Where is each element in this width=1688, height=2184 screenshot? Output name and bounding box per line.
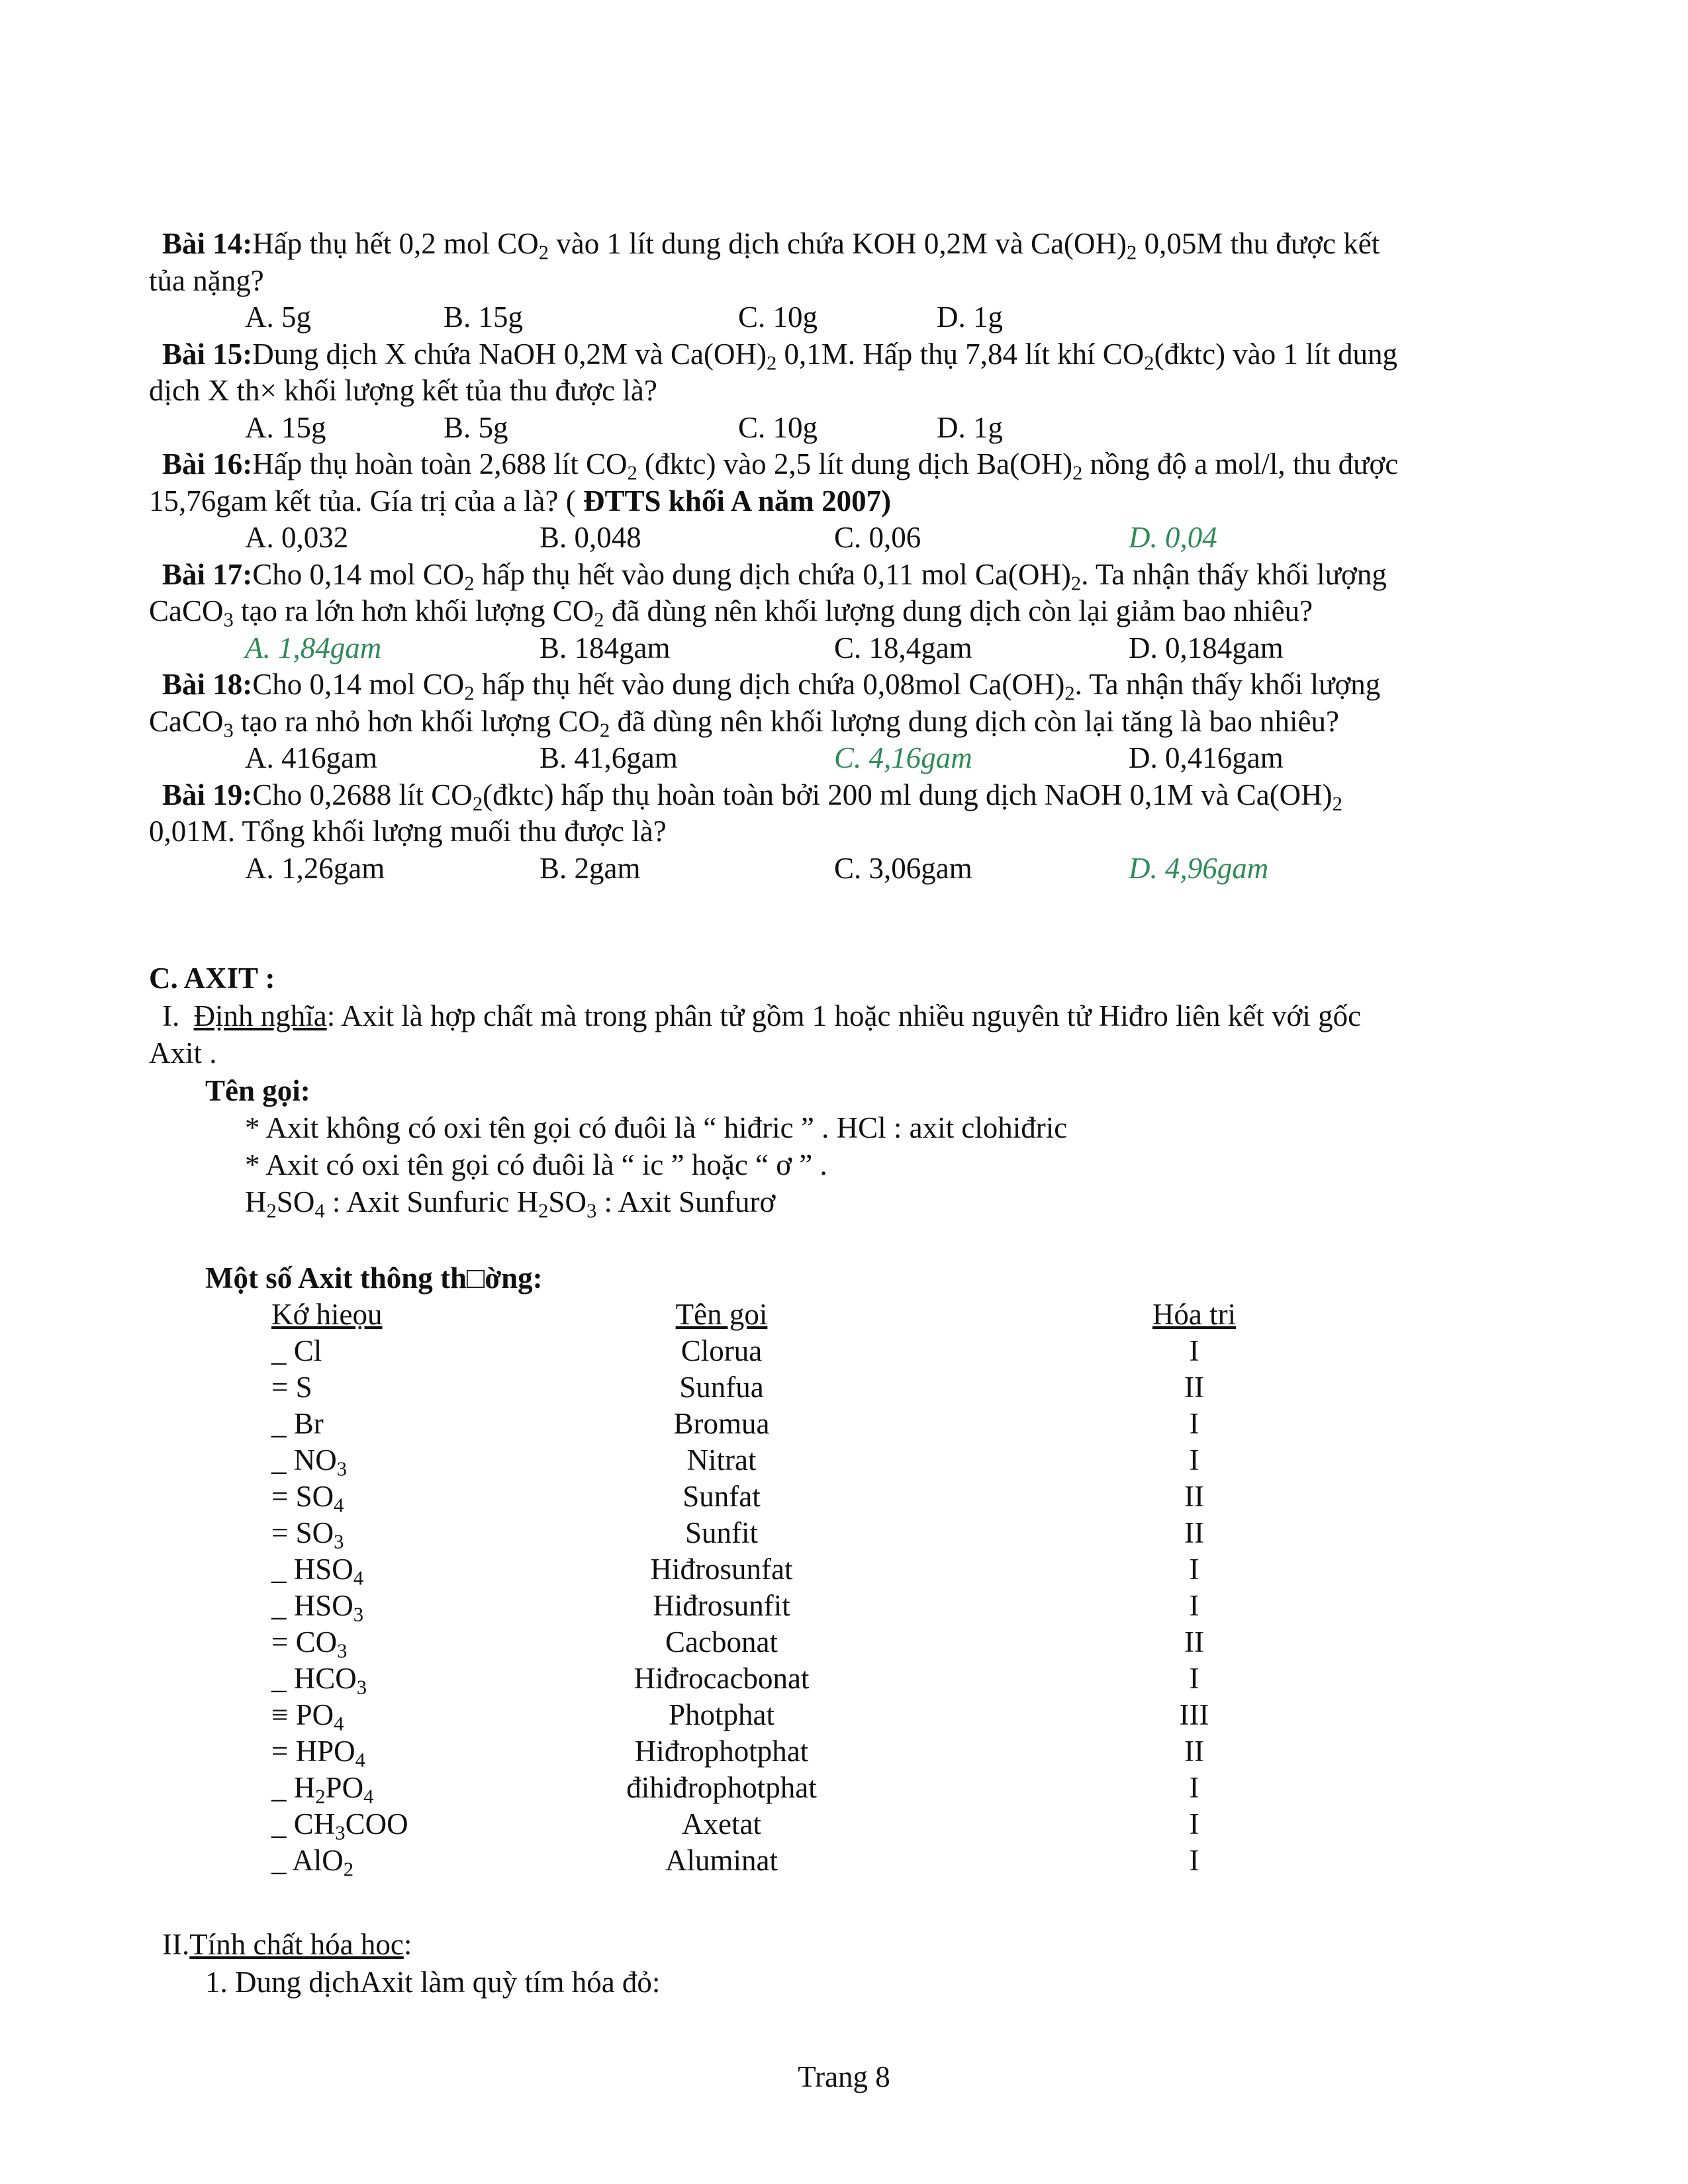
radical-valence: II — [1184, 1516, 1204, 1549]
radical-valence: II — [1184, 1480, 1204, 1513]
problem-19-line-2: 0,01M. Tổng khối lượng muối thu được là? — [149, 815, 667, 848]
table-row — [0, 1369, 1688, 1405]
naming-title: Tên gọi: — [205, 1074, 310, 1107]
table-row — [0, 1478, 1688, 1517]
radical-symbol: ≡ $PO_4$ — [271, 1698, 344, 1735]
definition-line-1 — [162, 997, 1361, 1035]
table-row — [0, 1696, 1688, 1733]
radical-name: Hiđrophotphat — [634, 1735, 809, 1768]
radical-name: Sunfat — [682, 1480, 761, 1513]
table-row — [0, 1441, 1688, 1478]
section-ii-heading — [162, 1926, 412, 1964]
answer-option-c[interactable]: C. 3,06gam — [834, 851, 972, 885]
table-row — [0, 1842, 1688, 1881]
radical-symbol: _ $H_2PO_4$ — [271, 1771, 374, 1808]
problem-label: Bài 17: — [162, 557, 253, 591]
answer-option-a[interactable]: A. 15g — [245, 410, 326, 444]
answer-option-d[interactable]: D. 0,04 — [1129, 521, 1217, 554]
problem-label: Bài 15: — [162, 337, 253, 371]
naming-line-1: * Axit không có oxi tên gọi có đuôi là “ hiđric ” . HCl : axit clohiđric — [245, 1111, 1068, 1144]
radical-symbol: _ Cl — [271, 1334, 322, 1367]
header-symbol: Kớ hieọu — [271, 1298, 383, 1331]
radical-symbol: _ $CH_3COO$ — [271, 1807, 408, 1844]
radical-name: Clorua — [680, 1334, 763, 1367]
table-row — [0, 1660, 1688, 1699]
answer-option-d[interactable]: D. 0,416gam — [1129, 741, 1284, 774]
definition-label: Định nghĩa — [193, 999, 327, 1032]
answer-option-c[interactable]: C. 10g — [738, 410, 818, 444]
section-ii-item-1: 1. Dung dịchAxit làm quỳ tím hóa đỏ: — [205, 1966, 661, 1999]
problem-18-line-1: Bài 18:Cho 0,14 mol $CO_2$ hấp thụ hết vào dung dịch chứa 0,08mol $Ca(OH)_2$. Ta nhận thấy khối lượng — [162, 668, 1381, 705]
answer-option-c[interactable]: C. 10g — [738, 300, 818, 334]
radical-symbol: _ $HSO_4$ — [271, 1553, 364, 1590]
radical-symbol: _ $NO_3$ — [271, 1443, 348, 1480]
radical-name: Nitrat — [686, 1443, 757, 1477]
radical-valence: I — [1189, 1662, 1199, 1695]
answer-option-a[interactable]: A. 0,032 — [245, 521, 349, 554]
answer-option-b[interactable]: B. 184gam — [539, 631, 671, 664]
answer-option-b[interactable]: B. 2gam — [539, 851, 641, 885]
definition-prefix: I. — [162, 999, 180, 1032]
problem-label: Bài 19: — [162, 778, 253, 811]
radical-name: Bromua — [673, 1407, 770, 1440]
definition-text-2: Axit . — [149, 1036, 217, 1069]
table-row — [0, 1587, 1688, 1626]
table-row — [0, 1332, 1688, 1369]
radical-name: Sunfua — [679, 1371, 764, 1404]
radical-valence: I — [1189, 1807, 1199, 1841]
section-ii-prefix: II. — [162, 1928, 190, 1961]
problem-19-line-1: Bài 19:Cho 0,2688 lít $CO_2(đktc)$ hấp thụ hoàn toàn bởi 200 ml dung dịch NaOH 0,1M và $Ca(OH)_2$ — [162, 778, 1342, 815]
naming-line-2: * Axit có oxi tên gọi có đuôi là “ ic ” hoặc “ ơ ” . — [245, 1148, 827, 1181]
radical-name: Aluminat — [665, 1844, 778, 1877]
answer-option-b[interactable]: B. 15g — [444, 300, 524, 334]
problem-15-line-2: dịch X th× khối lượng kết tủa thu được là? — [149, 374, 657, 407]
radical-name: đihiđrophotphat — [626, 1771, 817, 1804]
radical-valence: I — [1189, 1589, 1199, 1622]
radical-valence: I — [1189, 1407, 1199, 1440]
section-c-title: C. AXIT : — [149, 962, 275, 995]
common-acids-title: Một số Axit thông th□ờng: — [205, 1261, 543, 1295]
radical-symbol: = $HPO_4$ — [271, 1735, 365, 1772]
naming-line-3: $H_2SO_4$ : Axit Sunfuric $H_2SO_3$ : Axit Sunfurơ — [245, 1185, 776, 1222]
answer-option-d[interactable]: D. 1g — [937, 410, 1003, 444]
problem-label: Bài 18: — [162, 668, 253, 701]
radical-valence: I — [1189, 1334, 1199, 1367]
radical-valence: II — [1184, 1625, 1204, 1659]
radical-symbol: _ Br — [271, 1407, 324, 1440]
table-row — [0, 1623, 1688, 1660]
radical-valence: I — [1189, 1771, 1199, 1804]
answer-option-b[interactable]: B. 41,6gam — [539, 741, 678, 774]
table-row — [0, 1805, 1688, 1842]
answer-option-b[interactable]: B. 0,048 — [539, 521, 641, 554]
radical-symbol: _ $HCO_3$ — [271, 1662, 367, 1699]
radical-symbol: _ $HSO_3$ — [271, 1589, 364, 1626]
section-ii-title: Tính chất hóa hoc — [189, 1928, 404, 1961]
definition-text-1: : Axit là hợp chất mà trong phân tử gồm 1 hoặc nhiều nguyên tử Hiđro liên kết với gốc — [326, 999, 1362, 1032]
problem-18-line-2: CaCO$_3$ tạo ra nhỏ hơn khối lượng $CO_2$ đã dùng nên khối lượng dung dịch còn lại tăng là bao nhiêu? — [149, 704, 1339, 742]
page-number: Trang 8 — [798, 2060, 890, 2093]
table-header-row — [0, 1296, 1688, 1332]
radical-symbol: = $CO_3$ — [271, 1625, 348, 1662]
radical-valence: I — [1189, 1844, 1199, 1877]
radical-symbol: _ AlO$_2$ — [271, 1844, 354, 1881]
answer-option-d[interactable]: D. 4,96gam — [1129, 851, 1269, 885]
table-row — [0, 1405, 1688, 1441]
answer-option-c[interactable]: C. 4,16gam — [834, 741, 972, 774]
radical-name: Cacbonat — [665, 1625, 778, 1659]
answer-option-a[interactable]: A. 5g — [245, 300, 311, 334]
problem-16-line-1: Bài 16:Hấp thụ hoàn toàn 2,688 lít $CO_2$ (đktc) vào 2,5 lít dung dịch $Ba(OH)_2$ nồng độ a mol/l, thu được — [162, 447, 1399, 484]
radical-valence: II — [1184, 1371, 1204, 1404]
radical-name: Hiđrosunfat — [650, 1553, 793, 1586]
problem-label: Bài 16: — [162, 447, 253, 480]
table-row — [0, 1769, 1688, 1808]
header-valence: Hóa tri — [1152, 1298, 1237, 1331]
radical-symbol: = S — [271, 1371, 312, 1404]
radical-valence: III — [1179, 1698, 1209, 1731]
answer-option-b[interactable]: B. 5g — [444, 410, 508, 444]
radical-name: Hiđrosunfit — [653, 1589, 790, 1622]
answer-option-a[interactable]: A. 1,26gam — [245, 851, 385, 885]
problem-17-line-2: CaCO$_3$ tạo ra lớn hơn khối lượng $CO_2$ đã dùng nên khối lượng dung dịch còn lại giảm bao nhiêu? — [149, 594, 1313, 631]
problem-14-line-2: tủa nặng? — [149, 263, 264, 297]
radical-valence: II — [1184, 1735, 1204, 1768]
radical-symbol: = $SO_4$ — [271, 1480, 344, 1517]
radical-name: Sunfit — [684, 1516, 759, 1549]
table-row — [0, 1514, 1688, 1551]
answer-option-d[interactable]: D. 1g — [937, 300, 1003, 334]
section-ii-suffix: : — [403, 1928, 412, 1961]
answer-option-d[interactable]: D. 0,184gam — [1129, 631, 1284, 664]
table-row — [0, 1733, 1688, 1772]
answer-option-c[interactable]: C. 18,4gam — [834, 631, 972, 664]
answer-option-a[interactable]: A. 416gam — [245, 741, 377, 774]
radical-name: Axetat — [682, 1807, 761, 1841]
radical-name: Photphat — [668, 1698, 775, 1731]
radical-symbol: = $SO_3$ — [271, 1516, 344, 1553]
problem-15-line-1: Bài 15:Dung dịch X chứa NaOH 0,2M và $Ca(OH)_2$ 0,1M. Hấp thụ 7,84 lít khí $CO_2(đktc)$ vào 1 lít dung — [162, 337, 1398, 375]
problem-label: Bài 14: — [162, 227, 253, 260]
answer-option-a[interactable]: A. 1,84gam — [245, 631, 382, 664]
answer-option-c[interactable]: C. 0,06 — [834, 521, 921, 554]
radical-valence: I — [1189, 1553, 1199, 1586]
radical-valence: I — [1189, 1443, 1199, 1477]
problem-16-line-2: 15,76gam kết tủa. Gía trị của a là? ( ĐTTS khối A năm 2007) — [149, 484, 892, 518]
problem-17-line-1: Bài 17:Cho 0,14 mol $CO_2$ hấp thụ hết vào dung dịch chứa 0,11 mol $Ca(OH)_2$. Ta nhận thấy khối lượng — [162, 557, 1387, 595]
problem-14-line-1: Bài 14:Hấp thụ hết 0,2 mol $CO_2$ vào 1 lít dung dịch chứa KOH 0,2M và $Ca(OH)_2$ 0,05M thu được kết — [162, 227, 1380, 264]
header-name: Tên goi — [675, 1298, 768, 1331]
table-row — [0, 1551, 1688, 1590]
radical-name: Hiđrocacbonat — [633, 1662, 810, 1695]
